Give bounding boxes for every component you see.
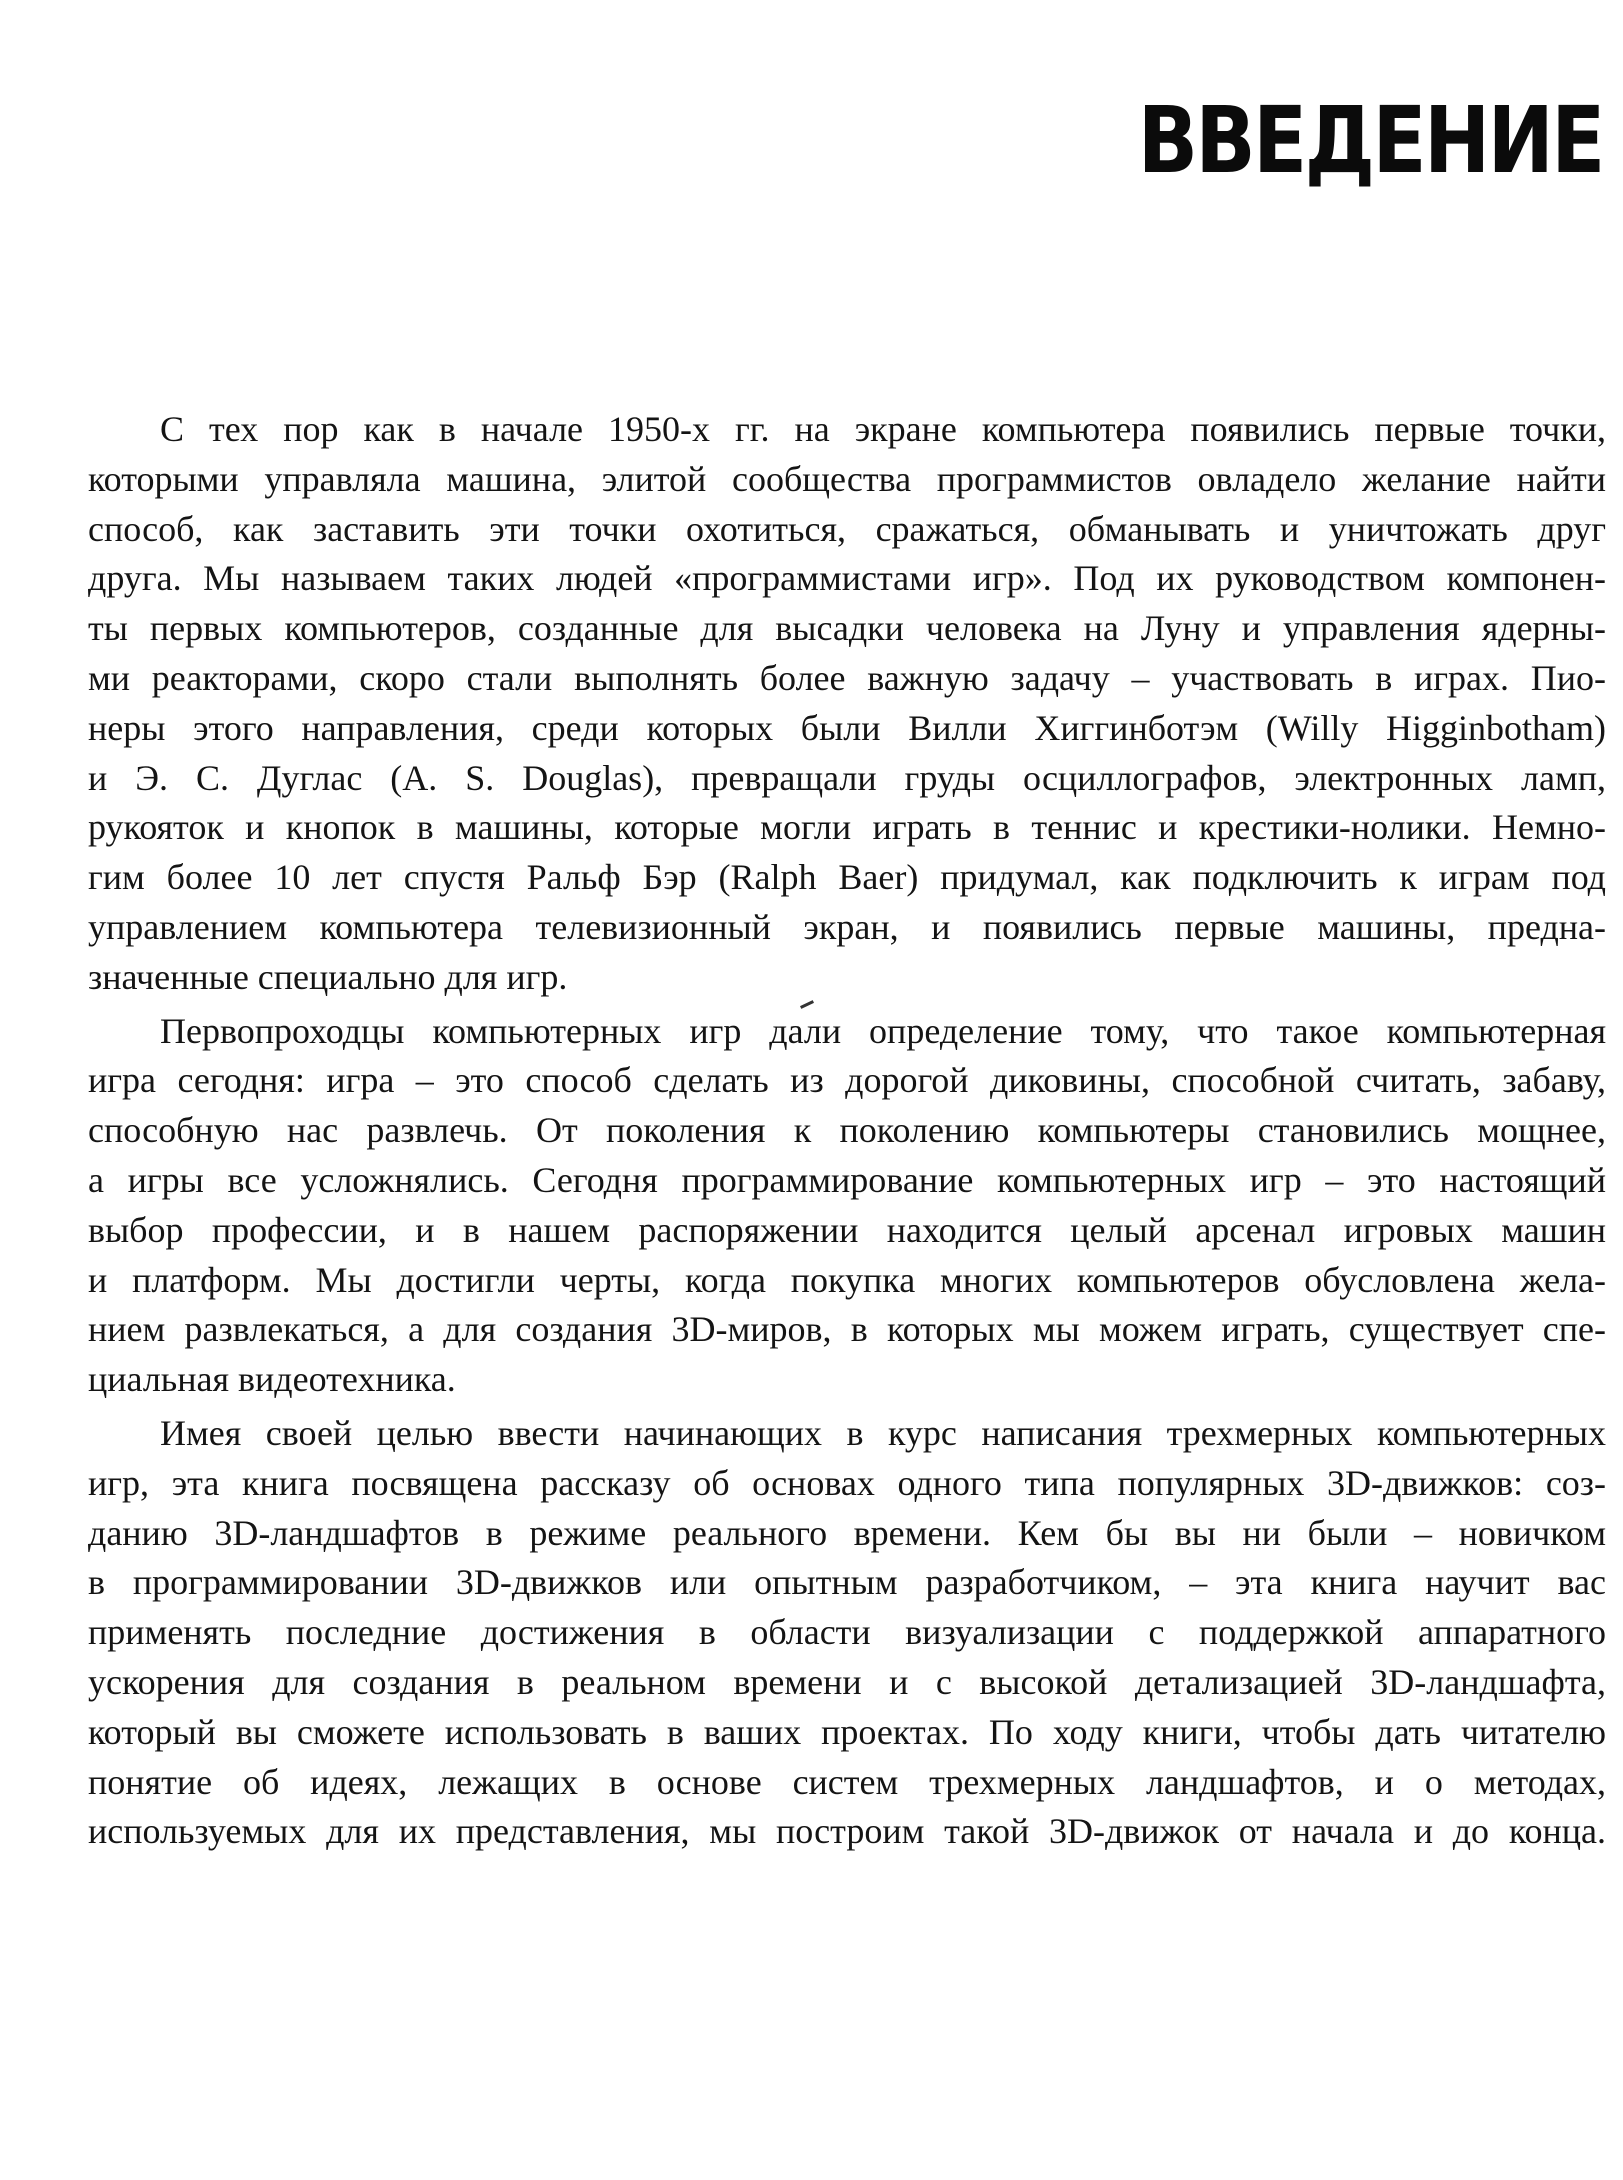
text-line: применять последние достижения в области визуализации с поддержкой аппаратного <box>88 1612 1606 1653</box>
text-line: выбор профессии, и в нашем распоряжении находится целый арсенал игровых машин <box>88 1209 1606 1250</box>
text-line: друга. Мы называем таких людей «программистами игр». Под их руководством компонен- <box>88 558 1606 599</box>
text-line: игра сегодня: игра – это способ сделать из дорогой диковины, способной считать, забаву, <box>88 1060 1606 1101</box>
text-line: нием развлекаться, а для создания 3D-миров, в которых мы можем играть, существует спе- <box>88 1309 1606 1350</box>
paragraph-1 <box>16 405 1606 1003</box>
paragraph-2 <box>16 1007 1606 1405</box>
text-line: Имея своей целью ввести начинающих в курс написания трехмерных компьютерных <box>160 1412 1606 1453</box>
text-line: который вы сможете использовать в ваших проектах. По ходу книги, чтобы дать читателю <box>88 1711 1606 1752</box>
text-line: гим более 10 лет спустя Ральф Бэр (Ralph Baer) придумал, как подключить к играм под <box>88 857 1606 898</box>
text-line: значенные специально для игр. <box>88 956 568 997</box>
body-text <box>16 405 1606 1857</box>
text-line: ускорения для создания в реальном времени и с высокой детализацией 3D-ландшафта, <box>88 1661 1606 1702</box>
text-line: а игры все усложнялись. Сегодня программирование компьютерных игр – это настоящий <box>88 1159 1606 1200</box>
text-line: неры этого направления, среди которых были Вилли Хиггинботэм (Willy Higginbotham) <box>88 707 1606 748</box>
text-line: С тех пор как в начале 1950-х гг. на экране компьютера появились первые точки, <box>160 409 1606 449</box>
text-line: игр, эта книга посвящена рассказу об основах одного типа популярных 3D-движков: соз- <box>88 1462 1606 1503</box>
text-line: ты первых компьютеров, созданные для высадки человека на Луну и управления ядерны- <box>88 608 1606 649</box>
text-line: ми реакторами, скоро стали выполнять более важную задачу – участвовать в играх. Пио- <box>88 657 1606 698</box>
text-line: способную нас развлечь. От поколения к поколению компьютеры становились мощнее, <box>88 1110 1606 1151</box>
text-line: в программировании 3D-движков или опытным разработчиком, – эта книга научит вас <box>88 1562 1606 1603</box>
paragraph-3 <box>16 1409 1606 1857</box>
text-line: способ, как заставить эти точки охотиться, сражаться, обманывать и уничтожать друг <box>88 508 1606 549</box>
text-line: и платформ. Мы достигли черты, когда покупка многих компьютеров обусловлена жела- <box>88 1259 1606 1300</box>
text-line: и Э. С. Дуглас (A. S. Douglas), превращали груды осциллографов, электронных ламп, <box>88 757 1606 798</box>
text-line: Первопроходцы компьютерных игр дали определение тому, что такое компьютерная <box>160 1010 1606 1051</box>
text-line: используемых для их представления, мы построим такой 3D-движок от начала и до конца. <box>88 1811 1606 1852</box>
text-line: рукояток и кнопок в машины, которые могли играть в теннис и крестики-нолики. Немно- <box>88 807 1606 848</box>
text-line: данию 3D-ландшафтов в режиме реального времени. Кем бы вы ни были – новичком <box>88 1512 1606 1553</box>
text-line: управлением компьютера телевизионный экран, и появились первые машины, предна- <box>88 906 1606 947</box>
text-line: циальная видеотехника. <box>88 1359 456 1400</box>
text-line: понятие об идеях, лежащих в основе систем трехмерных ландшафтов, и о методах, <box>88 1761 1606 1802</box>
chapter-title: ВВЕДЕНИЕ <box>1137 87 1603 194</box>
text-line: которыми управляла машина, элитой сообщества программистов овладело желание найти <box>88 458 1606 499</box>
